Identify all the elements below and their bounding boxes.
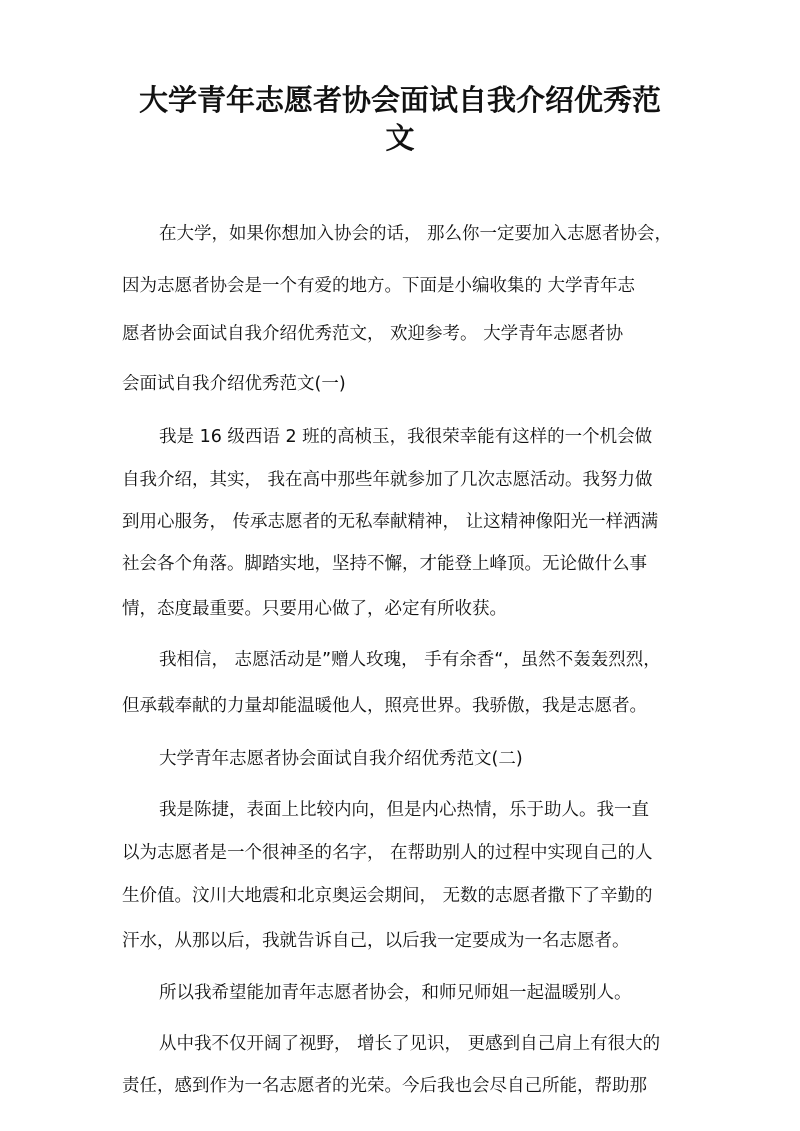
body-line: 在大学，如果你想加入协会的话， 那么你一定要加入志愿者协会，: [159, 224, 673, 244]
body-line: 我是陈捷，表面上比较内向，但是内心热情，乐于助人。我一直: [159, 800, 649, 820]
body-line: 会面试自我介绍优秀范文(一): [122, 374, 346, 394]
body-line: 以为志愿者是一个很神圣的名字， 在帮助别人的过程中实现自己的人: [122, 843, 653, 863]
body-line: 因为志愿者协会是一个有爱的地方。下面是小编收集的 大学青年志: [122, 276, 636, 296]
document-title-line-1: 大学青年志愿者协会面试自我介绍优秀范: [138, 83, 661, 117]
body-line: 从中我不仅开阔了视野， 增长了见识， 更感到自己肩上有很大的: [159, 1034, 661, 1054]
body-line: 我是 16 级西语 2 班的高桢玉，我很荣幸能有这样的一个机会做: [159, 427, 653, 447]
document-title-line-2: 文: [385, 121, 415, 155]
body-line: 愿者协会面试自我介绍优秀范文， 欢迎参考。 大学青年志愿者协: [122, 324, 624, 344]
body-line: 情，态度最重要。只要用心做了，必定有所收获。: [122, 599, 507, 619]
section-heading: 大学青年志愿者协会面试自我介绍优秀范文(二): [159, 749, 523, 769]
body-line: 自我介绍，其实， 我在高中那些年就参加了几次志愿活动。我努力做: [122, 470, 653, 490]
body-line: 生价值。汶川大地震和北京奥运会期间， 无数的志愿者撒下了辛勤的: [122, 886, 653, 906]
body-line: 责任，感到作为一名志愿者的光荣。今后我也会尽自己所能，帮助那: [122, 1076, 647, 1096]
body-line: 社会各个角落。脚踏实地，坚持不懈，才能登上峰顶。无论做什么事: [122, 554, 647, 574]
body-line: 所以我希望能加青年志愿者协会，和师兄师姐一起温暖别人。: [159, 983, 632, 1003]
body-line: 但承载奉献的力量却能温暖他人，照亮世界。我骄傲，我是志愿者。: [122, 696, 647, 716]
body-line: 到用心服务， 传承志愿者的无私奉献精神， 让这精神像阳光一样洒满: [122, 512, 659, 532]
body-line: 汗水，从那以后，我就告诉自己，以后我一定要成为一名志愿者。: [122, 931, 630, 951]
body-line: 我相信， 志愿活动是”赠人玫瑰， 手有余香“，虽然不轰轰烈烈，: [159, 650, 661, 670]
